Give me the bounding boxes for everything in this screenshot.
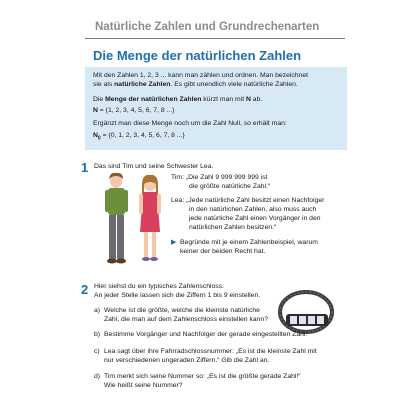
definition-line-1: Mit den Zahlen 1, 2, 3 ... kann man zählen und ordnen. Man bezeichnet <box>93 72 308 79</box>
lea-statement: Lea: „Jede natürliche Zahl besitzt einen Nachfolger <box>171 197 325 204</box>
task-2-intro: Hier siehst du ein typisches Zahlenschloss. <box>94 283 224 290</box>
task-2d-line-2: Wie heißt seine Nummer? <box>104 382 183 389</box>
header-divider <box>85 38 345 39</box>
tim-figure <box>105 173 128 264</box>
task-2c-line-2: nur verschiedenen ungeraden Ziffern.“ Gib die Zahl an. <box>104 357 270 364</box>
task-2b-label: b) <box>94 331 101 338</box>
task-1-intro: Das sind Tim und seine Schwester Lea. <box>94 163 214 170</box>
definition-line-5: Ergänzt man diese Menge noch um die Zahl Null, so erhält man: <box>93 120 287 127</box>
definition-line-2: sie als natürliche Zahlen. Es gibt unendlich viele natürliche Zahlen. <box>93 81 298 88</box>
lea-statement-line-2: in den natürlichen Zahlen, also muss auch <box>189 206 317 213</box>
lea-statement-line-3: jede natürliche Zahl einen Vorgänger in den <box>189 215 321 222</box>
task-2d: Tim merkt sich seine Nummer so: „Es ist die größte gerade Zahl!“ <box>104 373 301 380</box>
chapter-title: Die Menge der natürlichen Zahlen <box>93 48 302 63</box>
task-2c-label: c) <box>94 348 100 355</box>
task-2b: Bestimme Vorgänger und Nachfolger der gerade eingestellten Zahl. <box>104 331 308 338</box>
task-2a-label: a) <box>94 307 101 314</box>
task-2-number: 2 <box>81 282 89 297</box>
section-title: Natürliche Zahlen und Grundrechenarten <box>95 21 320 33</box>
lea-figure <box>139 175 161 261</box>
task-2a-line-2: Zahl, die man auf dem Zahlenschloss einstellen kann? <box>104 316 268 323</box>
tim-statement-line-2: die größte natürliche Zahl.“ <box>189 183 271 190</box>
task-1-question: Begründe mit je einem Zahlenbeispiel, warum <box>180 239 318 246</box>
tim-and-lea-illustration <box>98 170 168 270</box>
set-n0-line: $N_0 = \{0$, 1, 2, 3, 4, 5, 6, 7, 8 ...} <box>93 132 185 142</box>
definition-line-3: Die Menge der natürlichen Zahlen kürzt man mit N ab. <box>93 96 263 103</box>
task-1-number: 1 <box>81 160 89 175</box>
combination-lock-illustration <box>276 278 338 338</box>
task-2-intro-line-2: An jeder Stelle lassen sich die Ziffern 1 bis 9 einstellen. <box>94 292 261 299</box>
set-n-line: N = {1, 2, 3, 4, 5, 6, 7, 8 ...} <box>93 107 175 114</box>
task-2a: Welche ist die größte, welche die kleinste natürliche <box>104 307 260 314</box>
task-2d-label: d) <box>94 373 101 380</box>
task-1-question-line-2: keiner der beiden Recht hat. <box>180 248 266 255</box>
task-2c: Lea sagt über ihre Fahrradschlossnummer: „Es ist die kleinste Zahl mit <box>104 348 317 355</box>
lea-statement-line-4: natürlichen Zahlen besitzen.“ <box>189 224 277 231</box>
tim-statement: Tim: „Die Zahl 9 999 999 999 ist <box>171 174 268 181</box>
definition-box <box>85 67 347 150</box>
triangle-bullet-icon: ▶ <box>171 239 177 246</box>
